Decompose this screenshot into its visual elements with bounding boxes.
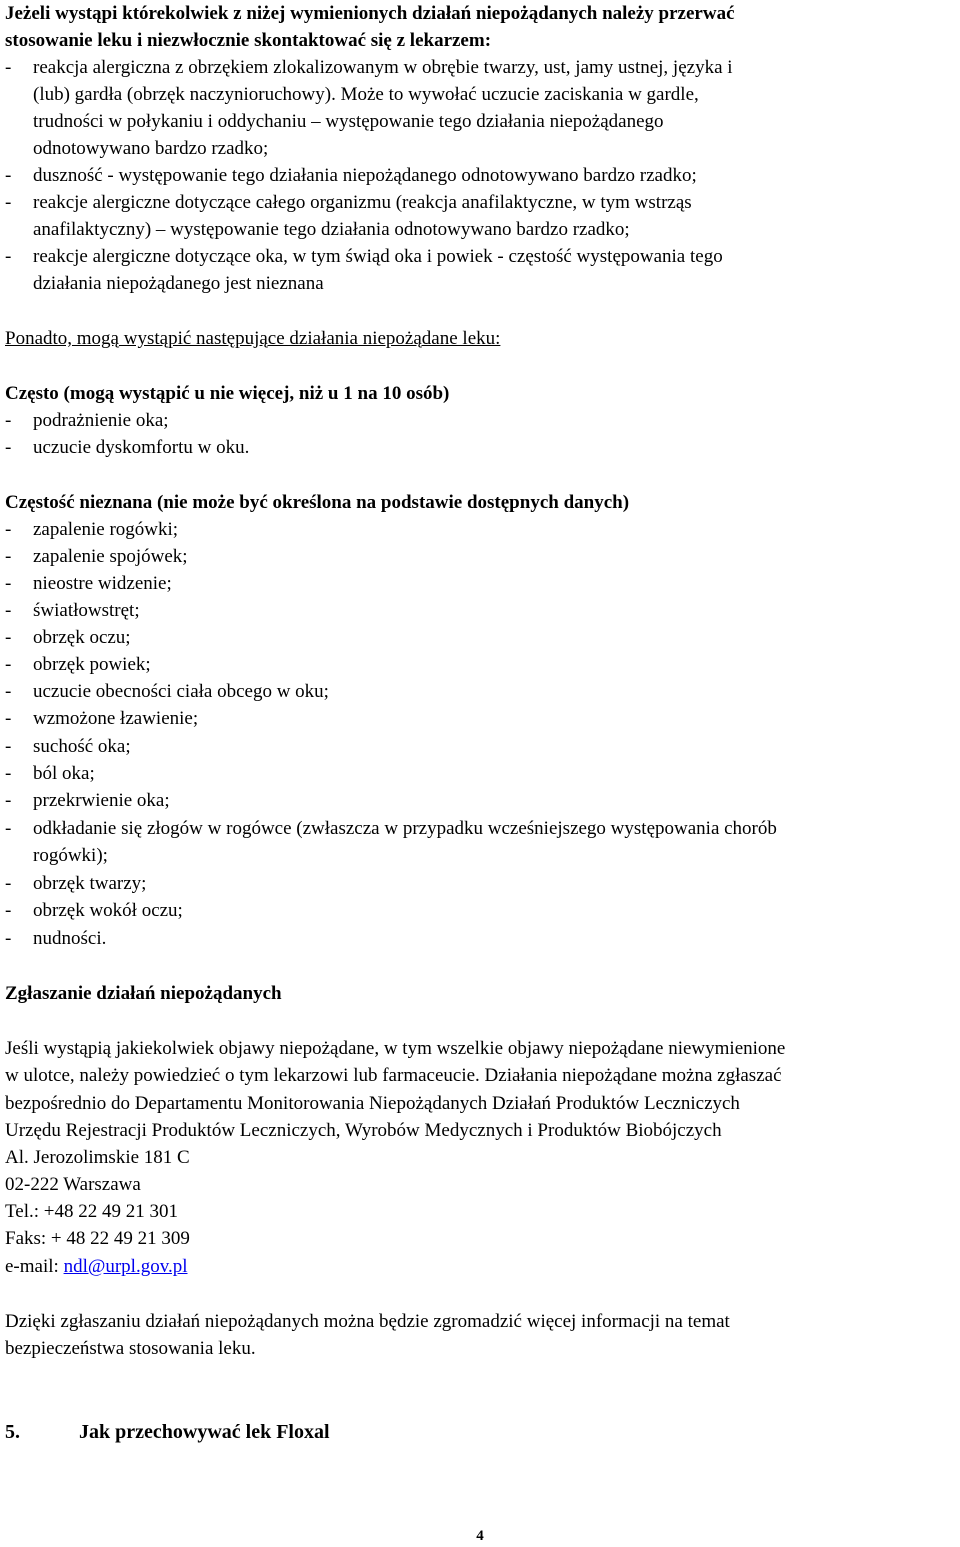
list-item: - reakcja alergiczna z obrzękiem zlokalizowanym w obrębie twarzy, ust, jamy ustnej, języka i — [5, 57, 733, 78]
list-item-cont: trudności w połykaniu i oddychaniu – występowanie tego działania niepożądanego — [33, 111, 664, 132]
list-item: - reakcje alergiczne dotyczące całego organizmu (reakcja anafilaktyczne, w tym wstrząs — [5, 192, 692, 213]
list-item: - wzmożone łzawienie; — [5, 708, 199, 729]
list-item: - zapalenie spojówek; — [5, 546, 188, 567]
email-line: e-mail: ndl@urpl.gov.pl — [5, 1256, 188, 1277]
list-item: - nieostre widzenie; — [5, 573, 172, 594]
reporting-text: Urzędu Rejestracji Produktów Leczniczych, Wyrobów Medycznych i Produktów Biobójczych — [5, 1120, 722, 1141]
list-item: - obrzęk wokół oczu; — [5, 900, 183, 921]
phone-line: Tel.: +48 22 49 21 301 — [5, 1201, 178, 1222]
section-number: 5. — [5, 1421, 20, 1443]
section-intro: Ponadto, mogą wystąpić następujące działania niepożądane leku: — [5, 328, 501, 349]
list-item: - nudności. — [5, 928, 107, 949]
list-item-cont: odnotowywano bardzo rzadko; — [33, 138, 269, 159]
list-item: - przekrwienie oka; — [5, 790, 170, 811]
list-item: - uczucie dyskomfortu w oku. — [5, 437, 250, 458]
list-item: - suchość oka; — [5, 736, 131, 757]
page-number: 4 — [476, 1528, 484, 1544]
list-item-cont: rogówki); — [33, 845, 108, 866]
list-item: - światłowstręt; — [5, 600, 140, 621]
list-item-cont: (lub) gardła (obrzęk naczynioruchowy). Może to wywołać uczucie zaciskania w gardle, — [33, 84, 699, 105]
warning-line-1: Jeżeli wystąpi którekolwiek z niżej wymienionych działań niepożądanych należy przerwać — [5, 3, 735, 24]
list-item: - ból oka; — [5, 763, 95, 784]
reporting-heading: Zgłaszanie działań niepożądanych — [5, 983, 282, 1004]
list-item: - obrzęk powiek; — [5, 654, 151, 675]
section-title: Jak przechowywać lek Floxal — [79, 1421, 330, 1443]
city-line: 02-222 Warszawa — [5, 1174, 141, 1195]
list-item-cont: działania niepożądanego jest nieznana — [33, 273, 324, 294]
address-line: Al. Jerozolimskie 181 C — [5, 1147, 190, 1168]
fax-line: Faks: + 48 22 49 21 309 — [5, 1228, 190, 1249]
list-item: - duszność - występowanie tego działania niepożądanego odnotowywano bardzo rzadko; — [5, 165, 697, 186]
closing-text: bezpieczeństwa stosowania leku. — [5, 1338, 256, 1359]
reporting-text: w ulotce, należy powiedzieć o tym lekarzowi lub farmaceucie. Działania niepożądane można zgłaszać — [5, 1065, 782, 1086]
frequency-heading-common: Często (mogą wystąpić u nie więcej, niż u 1 na 10 osób) — [5, 383, 450, 404]
list-item: - podrażnienie oka; — [5, 410, 169, 431]
list-item: - uczucie obecności ciała obcego w oku; — [5, 681, 329, 702]
list-item: - zapalenie rogówki; — [5, 519, 179, 540]
email-link[interactable]: ndl@urpl.gov.pl — [63, 1256, 188, 1277]
list-item: - obrzęk twarzy; — [5, 873, 147, 894]
frequency-heading-unknown: Częstość nieznana (nie może być określona na podstawie dostępnych danych) — [5, 492, 630, 513]
list-item: - odkładanie się złogów w rogówce (zwłaszcza w przypadku wcześniejszego występowania chorób — [5, 818, 777, 839]
reporting-text: Jeśli wystąpią jakiekolwiek objawy niepożądane, w tym wszelkie objawy niepożądane niewymienione — [5, 1038, 786, 1059]
closing-text: Dzięki zgłaszaniu działań niepożądanych można będzie zgromadzić więcej informacji na temat — [5, 1311, 730, 1332]
reporting-text: bezpośrednio do Departamentu Monitorowania Niepożądanych Działań Produktów Leczniczych — [5, 1093, 740, 1114]
list-item: - reakcje alergiczne dotyczące oka, w tym świąd oka i powiek - częstość występowania tego — [5, 246, 723, 267]
list-item: - obrzęk oczu; — [5, 627, 131, 648]
section-5-heading — [5, 1421, 330, 1443]
list-item-cont: anafilaktyczny) – występowanie tego działania odnotowywano bardzo rzadko; — [33, 219, 630, 240]
warning-line-2: stosowanie leku i niezwłocznie skontaktować się z lekarzem: — [5, 30, 492, 51]
